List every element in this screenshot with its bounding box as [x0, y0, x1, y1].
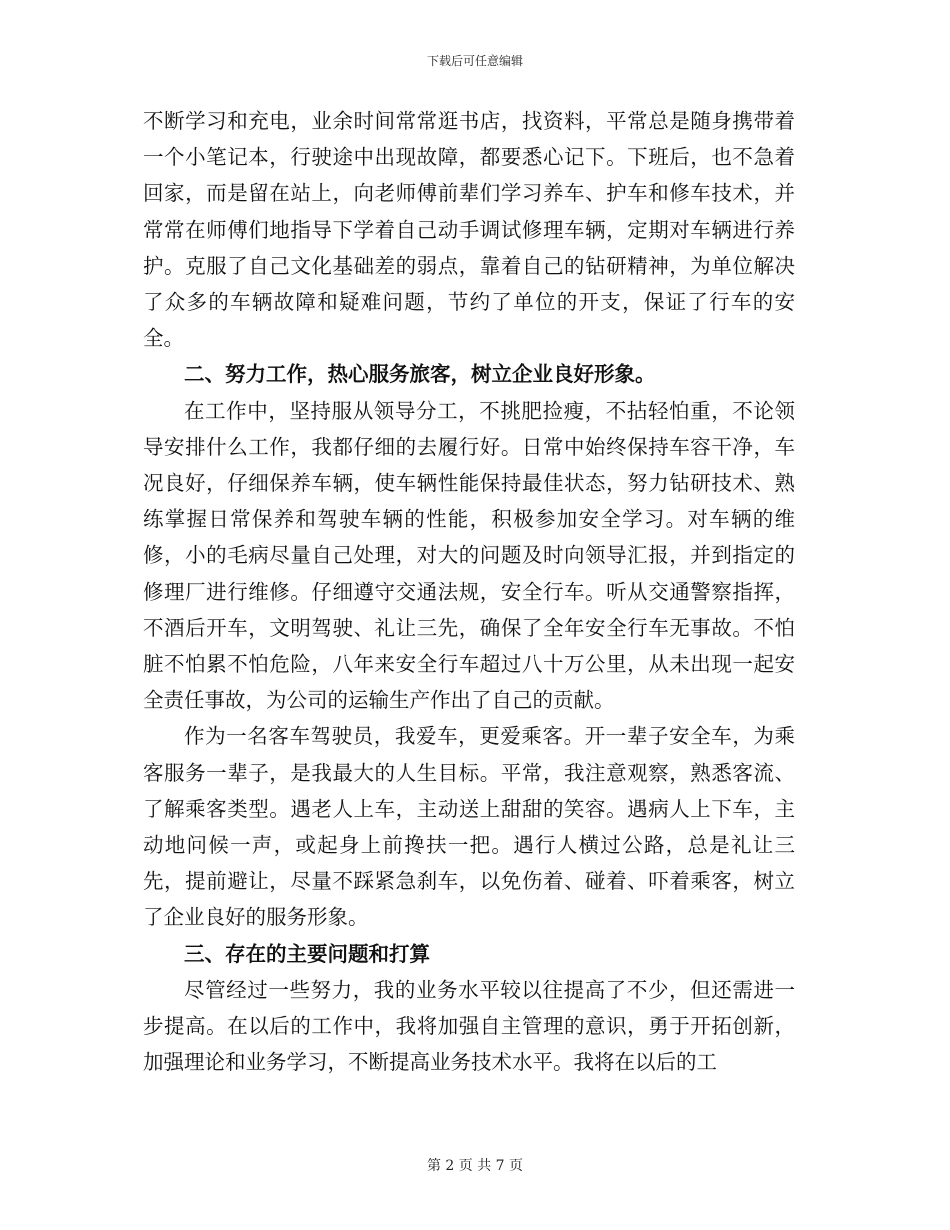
- paragraph-3: 作为一名客车驾驶员，我爱车，更爱乘客。开一辈子安全车，为乘客服务一辈子，是我最大的人生目标。平常，我注意观察，熟悉客流、了解乘客类型。遇老人上车，主动送上甜甜的笑容。遇病人上下车，主动地问候一声，或起身上前搀扶一把。遇行人横过公路，总是礼让三先，提前避让，尽量不踩紧急刹车，以免伤着、碰着、吓着乘客，树立了企业良好的服务形象。: [143, 724, 795, 930]
- paragraph-4: 尽管经过一些努力，我的业务水平较以往提高了不少，但还需进一步提高。在以后的工作中，我将加强自主管理的意识，勇于开拓创新，加强理论和业务学习，不断提高业务技术水平。我将在以后的工: [143, 977, 795, 1075]
- page-number-footer: 第 2 页 共 7 页: [426, 1158, 524, 1174]
- section-heading-3: 三、存在的主要问题和打算: [184, 941, 430, 966]
- paragraph-1: 不断学习和充电，业余时间常常逛书店，找资料，平常总是随身携带着一个小笔记本，行驶途中出现故障，都要悉心记下。下班后，也不急着回家，而是留在站上，向老师傅前辈们学习养车、护车和修车技术，并常常在师傅们地指导下学着自己动手调试修理车辆，定期对车辆进行养护。克服了自己文化基础差的弱点，靠着自己的钻研精神，为单位解决了众多的车辆故障和疑难问题，节约了单位的开支，保证了行车的安全。: [143, 109, 795, 351]
- document-body: [143, 103, 795, 1080]
- page-header: 下载后可任意编辑: [426, 54, 523, 68]
- paragraph-2: 在工作中，坚持服从领导分工，不挑肥捡瘦，不拈轻怕重，不论领导安排什么工作，我都仔细的去履行好。日常中始终保持车容干净，车况良好，仔细保养车辆，使车辆性能保持最佳状态，努力钻研技术、熟练掌握日常保养和驾驶车辆的性能，积极参加安全学习。对车辆的维修，小的毛病尽量自己处理，对大的问题及时向领导汇报，并到指定的修理厂进行维修。仔细遵守交通法规，安全行车。听从交通警察指挥，不酒后开车，文明驾驶、礼让三先，确保了全年安全行车无事故。不怕脏不怕累不怕危险，八年来安全行车超过八十万公里，从未出现一起安全责任事故，为公司的运输生产作出了自己的贡献。: [143, 398, 795, 713]
- section-heading-2: 二、努力工作，热心服务旅客，树立企业良好形象。: [184, 362, 656, 387]
